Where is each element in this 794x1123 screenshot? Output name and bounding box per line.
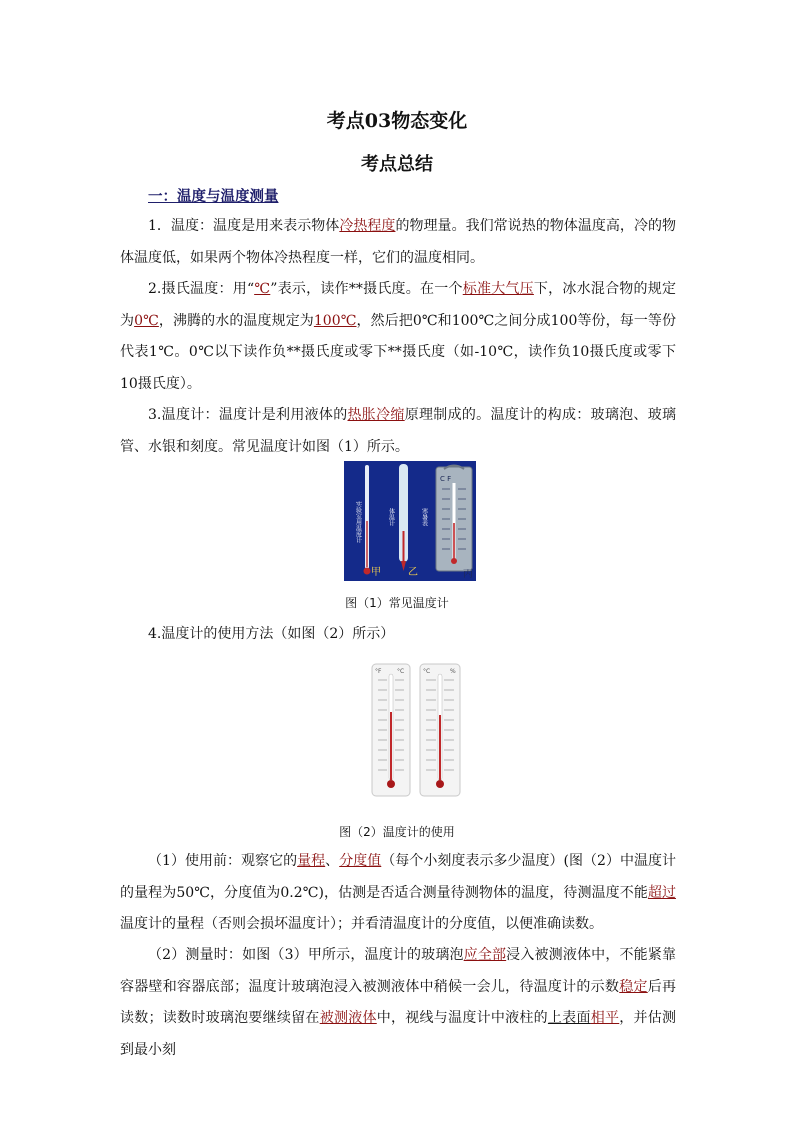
keyword: 量程 — [297, 853, 326, 869]
left-thermometer-liquid — [390, 712, 392, 780]
clinical-thermometer-text: 体温计 — [387, 508, 395, 526]
keyword: 上表面 — [547, 1010, 591, 1026]
right-thermometer-bulb — [436, 780, 444, 788]
right-unit-c: °C — [423, 668, 431, 675]
keyword: 应全部 — [463, 947, 507, 963]
wall-thermometer-text: 寒暑表 — [420, 508, 428, 526]
figure-common-thermometers — [344, 461, 476, 581]
paragraph-temperature: 1．温度：温度是用来表示物体冷热程度的物理量。我们常说热的物体温度高，冷的物体温度低，如果两个物体冷热程度一样，它们的温度相同。 — [120, 218, 677, 266]
thermometers-illustration — [344, 461, 476, 581]
wall-thermometer-liquid — [453, 523, 455, 559]
keyword: ℃ — [254, 281, 271, 297]
label-bing: 丙 — [463, 569, 473, 580]
keyword: 标准大气压 — [462, 281, 534, 297]
wall-thermometer-units: C F — [440, 475, 452, 483]
lab-thermometer-liquid — [366, 521, 367, 567]
figure-1-caption: 图（1）常见温度计 — [345, 596, 449, 610]
left-thermometer-bulb — [387, 780, 395, 788]
keyword: 冷热程度 — [339, 218, 396, 234]
keyword: 被测液体 — [319, 1010, 377, 1026]
wall-thermometer-bulb — [451, 558, 457, 564]
paragraph-thermometer: 3.温度计：温度计是利用液体的热胀冷缩原理制成的。温度计的构成：玻璃泡、玻璃管、水银和刻度。常见温度计如图（1）所示。 — [120, 407, 677, 455]
keyword: 相平 — [590, 1010, 620, 1026]
label-yi: 乙 — [408, 567, 418, 578]
figure-2-caption: 图（2）温度计的使用 — [339, 825, 455, 839]
keyword: 0℃ — [134, 312, 159, 329]
keyword: 稳定 — [619, 978, 648, 995]
paragraph-during-measure: （2）测量时：如图（3）甲所示，温度计的玻璃泡应全部浸入被测液体中，不能紧靠容器壁和容器底部；温度计玻璃泡浸入被测液体中稍候一会儿，待温度计的示数稳定后再读数；读数时玻璃泡要继续留在被测液体中，视线与温度计中液柱的上表面相平，并估测到最小刻 — [120, 947, 677, 1058]
label-jia: 甲 — [371, 567, 381, 578]
keyword: 热胀冷缩 — [347, 407, 405, 423]
usage-thermometers-illustration — [366, 660, 496, 802]
page-title: 考点03物态变化 — [326, 110, 468, 132]
paragraph-celsius: 2.摄氏温度：用“℃”表示，读作**摄氏度。在一个标准大气压下，冰水混合物的规定为0℃，沸腾的水的温度规定为100℃，然后把0℃和100℃之间分成100等份，每一等份代表1℃。0℃以下读作负**摄氏度或零下**摄氏度（如-10℃，读作负10摄氏度或零下10摄氏度）。 — [120, 281, 677, 392]
lab-thermometer-bulb — [364, 568, 371, 575]
keyword: 100℃ — [313, 312, 357, 329]
right-unit-pct: % — [450, 668, 456, 675]
lab-thermometer-text: 实验室用温度计 — [354, 501, 362, 543]
section-heading: 一：温度与温度测量 — [148, 189, 279, 205]
paragraph-usage-heading: 4.温度计的使用方法（如图（2）所示） — [148, 626, 395, 642]
keyword: 超过 — [647, 884, 676, 901]
figure-thermometer-usage — [366, 660, 496, 802]
keyword: 分度值 — [339, 853, 382, 869]
right-thermometer-liquid — [439, 715, 441, 780]
paragraph-before-use: （1）使用前：观察它的量程、分度值（每个小刻度表示多少温度）(图（2）中温度计的量程为50℃，分度值为0.2℃)，估测是否适合测量待测物体的温度，待测温度不能超过温度计的量程（否则会损坏温度计）；并看清温度计的分度值，以便准确读数。 — [120, 853, 677, 932]
left-unit-f: °F — [375, 668, 382, 675]
clinical-thermometer-bulb — [401, 561, 406, 571]
page-subtitle: 考点总结 — [361, 154, 433, 175]
clinical-thermometer-liquid — [403, 531, 405, 561]
left-unit-c: °C — [397, 668, 405, 675]
